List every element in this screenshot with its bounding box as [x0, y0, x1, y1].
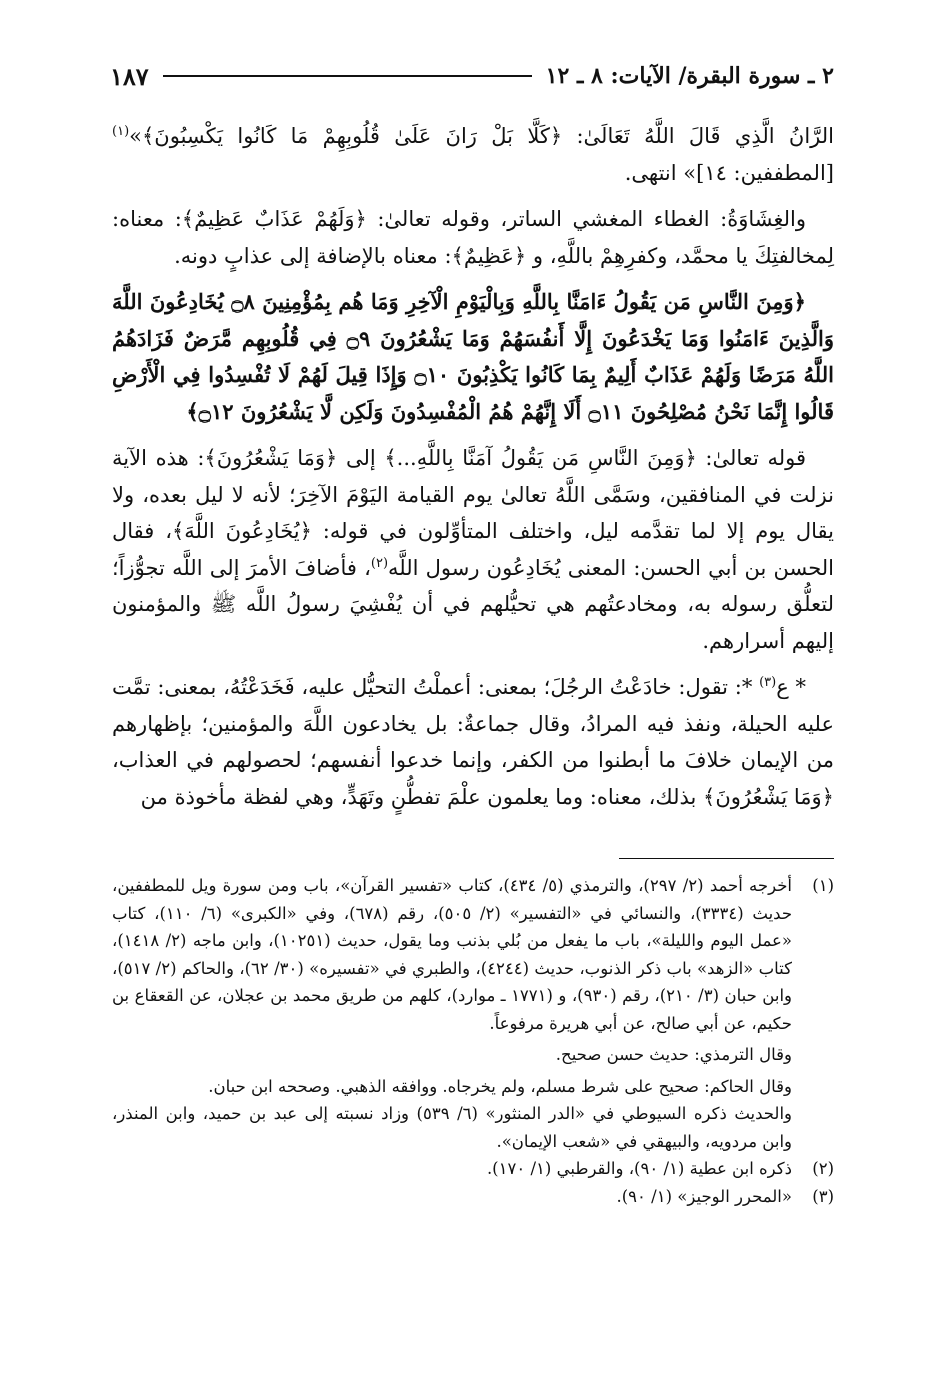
- footnote-1: [112, 872, 834, 1037]
- footnote-ref-1: (١): [112, 124, 130, 139]
- footnote-text: «المحرر الوجيز» (١/ ٩٠).: [616, 1186, 792, 1206]
- running-header: [110, 56, 834, 96]
- paragraph-text-tail: ، فأضافَ الأمرَ إلى اللَّه تجوُّزاً؛ لتعلُّق رسوله به، ومخادعتُهم هي تحيُّلهم في أن يُفْشِيَ رسولُ اللَّه ﷺ والمؤمنون إليهم أسرارهم.: [112, 555, 834, 653]
- footnote-2: [112, 1155, 834, 1183]
- footnote-1-suyuti: والحديث ذكره السيوطي في «الدر المنثور» (٦/ ٥٣٩) وزاد نسبته إلى عبد بن حميد، وابن المنذر، وابن مردويه، والبيهقي في «شعب الإيمان».: [112, 1104, 793, 1151]
- paragraph-text: الرَّانُ الَّذِي قَالَ اللَّهُ تَعَالَىٰ: ﴿كَلَّا بَلْ رَانَ عَلَىٰ قُلُوبِهِمْ مَا كَانُوا يَكْسِبُونَ﴾»: [129, 124, 834, 148]
- header-title: ٢ ـ سورة البقرة/ الآيات: ٨ ـ ١٢: [545, 63, 834, 89]
- footnote-1-tirmidhi: وقال الترمذي: حديث حسن صحيح.: [555, 1045, 792, 1064]
- paragraph-continuation: [112, 118, 834, 191]
- quran-verses: ﴿وَمِنَ النَّاسِ مَن يَقُولُ ءَامَنَّا بِاللَّهِ وَبِالْيَوْمِ الْآخِرِ وَمَا هُم بِمُؤْمِنِينَ ۝٨ يُخَادِعُونَ اللَّهَ وَالَّذِينَ ءَامَنُوا وَمَا يَخْدَعُونَ إِلَّا أَنفُسَهُمْ وَمَا يَشْعُرُونَ ۝٩ فِي قُلُوبِهِم مَّرَضٌ فَزَادَهُمُ اللَّهُ مَرَضًا وَلَهُمْ عَذَابٌ أَلِيمٌ بِمَا كَانُوا يَكْذِبُونَ ۝١٠ وَإِذَا قِيلَ لَهُمْ لَا تُفْسِدُوا فِي الْأَرْضِ قَالُوا إِنَّمَا نَحْنُ مُصْلِحُونَ ۝١١ أَلَا إِنَّهُمْ هُمُ الْمُفْسِدُونَ وَلَكِن لَّا يَشْعُرُونَ ۝١٢﴾: [112, 289, 834, 424]
- footnote-ref-2: (٢): [370, 555, 389, 571]
- footnote-number: (٣): [812, 1186, 834, 1206]
- paragraph-text-tail: [المطففين: ١٤]» انتهى.: [624, 160, 834, 185]
- footnotes: [112, 872, 834, 1210]
- paragraph-ibn-atiyya: [112, 669, 834, 815]
- footnote-ref-3: (٣): [759, 675, 777, 690]
- paragraph-text: قوله تعالىٰ: ﴿وَمِنَ النَّاسِ مَن يَقُولُ آمَنَّا بِاللَّهِ...﴾ إلى ﴿وَمَا يَشْعُرُونَ﴾: هذه الآية نزلت في المنافقين، وسَمَّى اللَّهُ تعالىٰ يوم القيامة اليَوْمَ الآخِرَ؛ لأنه لا ليل بعده، ولا يقال يوم إلا لما تقدَّمه ليل، واختلف المتأوِّلون في قوله: ﴿يُخَادِعُونَ اللَّهَ﴾، فقال الحسن بن أبي الحسن: المعنى يُخَادِعُون رسول اللَّه: [112, 446, 834, 580]
- paragraph-text-tail: *: تقول: خادَعْتُ الرجُلَ؛ بمعنى: أعملْتُ التحيُّل عليه، فَخَدَعْتُهُ، بمعنى: تمَّت عليه الحيلة، ونفذ فيه المرادُ، وقال جماعةٌ: بل يخادعون اللَّهَ والمؤمنين؛ بإظهارهم من الإيمان خلافَ ما أبطنوا من الكفر، وإنما خدعوا أنفسهم؛ لحصولهم في العذاب، ﴿وَمَا يَشْعُرُونَ﴾ بذلك، معناه: وما يعلمون علْمَ تفطُّنٍ وتَهَدٍّ، وهي لفظة مأخوذة من: [112, 675, 834, 809]
- header-rule: [163, 75, 532, 77]
- footnote-3: [112, 1183, 834, 1211]
- footnote-separator: [619, 858, 834, 859]
- paragraph-text: * ع: [776, 675, 807, 699]
- paragraph-commentary: [112, 440, 834, 659]
- footnote-1-hakim: وقال الحاكم: صحيح على شرط مسلم، ولم يخرجاه. ووافقه الذهبي. وصححه ابن حبان.: [208, 1076, 792, 1096]
- main-text: [112, 118, 834, 825]
- footnote-number: (١): [812, 876, 834, 895]
- paragraph-ghishawa: والغِشَاوَةُ: الغطاء المغشي الساتر، وقوله تعالىٰ: ﴿وَلَهُمْ عَذَابٌ عَظِيمٌ﴾: معناه: لِمخالفتِكَ يا محمَّد، وكفرِهِمْ باللَّهِ، و ﴿عَظِيمٌ﴾: معناه بالإضافة إلى عذابٍ دونه.: [112, 207, 834, 268]
- page-number: ١٨٧: [110, 61, 149, 91]
- footnote-text: أخرجه أحمد (٢/ ٢٩٧)، والترمذي (٥/ ٤٣٤)، كتاب «تفسير القرآن»، باب ومن سورة ويل للمطففين، حديث (٣٣٣٤)، والنسائي في «التفسير» (٢/ ٥٠٥)، رقم (٦٧٨)، وفي «الكبرى» (٦/ ١١٠)، كتاب «عمل اليوم والليلة»، باب ما يفعل من بُلي بذنب وما يقول، حديث (١٠٢٥١)، وابن ماجه (٢/ ١٤١٨)، كتاب «الزهد» باب ذكر الذنوب، حديث (٤٢٤٤)، والطبري في «تفسيره» (٣٠/ ٦٢)، والحاكم (٢/ ٥١٧)، وابن حبان (٣/ ٢١٠)، رقم (٩٣٠)، و (١٧٧١ ـ موارد)، كلهم من طريق محمد بن عجلان، عن القعقاع بن حكيم، عن أبي صالح، عن أبي هريرة مرفوعاً.: [112, 876, 793, 1033]
- footnote-text: ذكره ابن عطية (١/ ٩٠)، والقرطبي (١/ ١٧٠).: [486, 1159, 792, 1178]
- footnote-number: (٢): [812, 1159, 834, 1178]
